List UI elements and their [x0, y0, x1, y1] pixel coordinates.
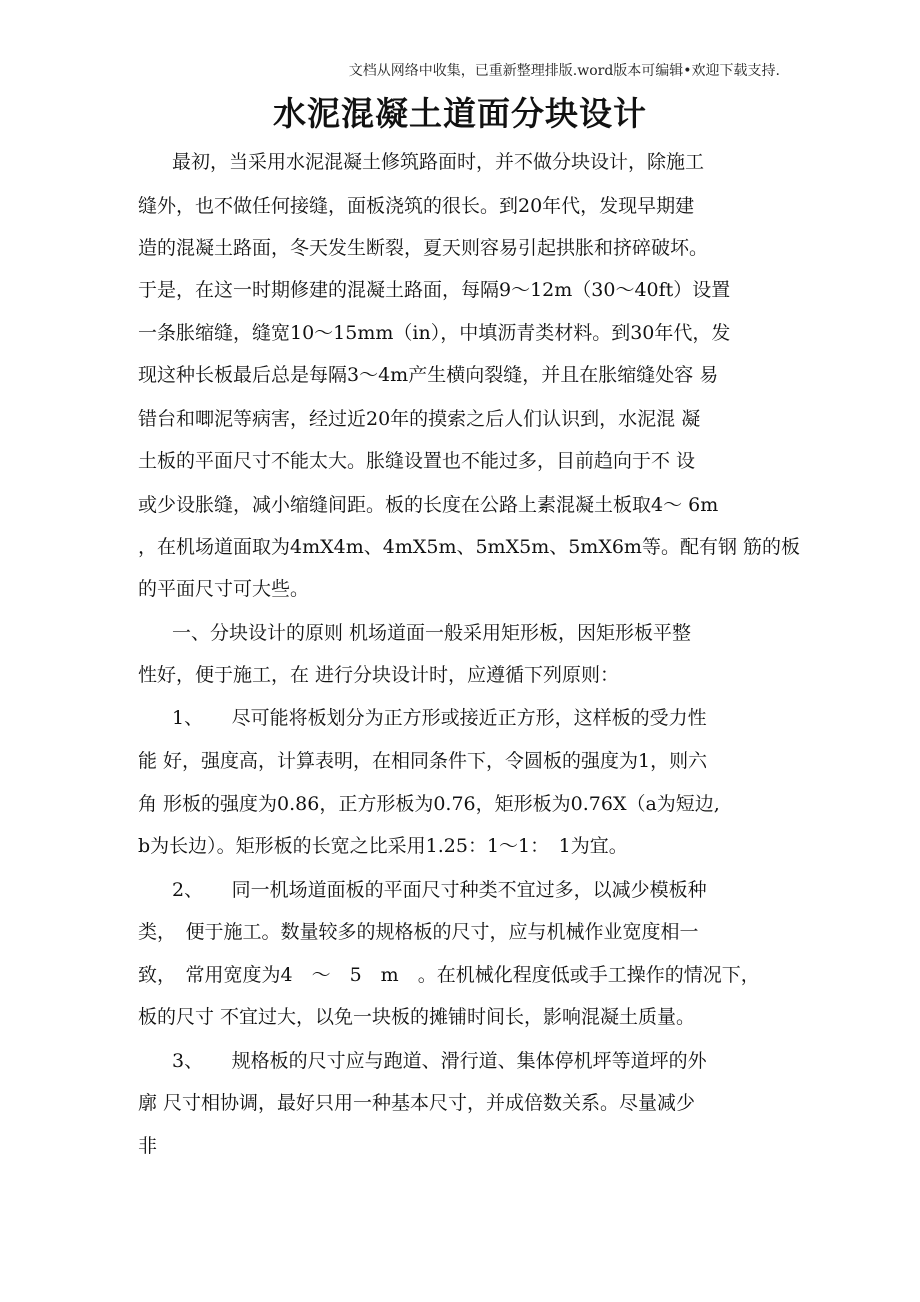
body-line: 最初，当采用水泥混凝土修筑路面时，并不做分块设计，除施工 [172, 151, 705, 173]
body-line: 板的尺寸 不宜过大，以免一块板的摊铺时间长，影响混凝土质量。 [138, 1006, 696, 1028]
body-line: 廓 尺寸相协调，最好只用一种基本尺寸，并成倍数关系。尽量减少 [138, 1092, 696, 1114]
body-line: 一条胀缩缝，缝宽10～15mm（in），中填沥青类材料。到30年代，发 [138, 322, 731, 344]
document-title: 水泥混凝土道面分块设计 [273, 94, 647, 133]
body-line: 非 [138, 1135, 158, 1157]
body-line: ，在机场道面取为4mX4m、4mX5m、5mX5m、5mX6m等。配有钢 筋的板 [138, 536, 800, 558]
body-line: 性好，便于施工，在 进行分块设计时，应遵循下列原则： [138, 664, 620, 686]
body-line: 的平面尺寸可大些。 [138, 578, 310, 600]
list-item-2: 2、 同一机场道面板的平面尺寸种类不宜过多，以减少模板种 [172, 879, 707, 901]
body-line: 于是，在这一时期修建的混凝土路面，每隔9～12m（30～40ft）设置 [138, 279, 731, 301]
section-heading: 一、分块设计的原则 机场道面一般采用矩形板，因矩形板平整 [172, 622, 692, 644]
body-line: b为长边）。矩形板的长宽之比采用1.25：1～1： 1为宜。 [138, 835, 628, 857]
body-line: 致， 常用宽度为4 ～ 5 m 。在机械化程度低或手工操作的情况下， [138, 964, 760, 986]
body-line: 能 好，强度高，计算表明，在相同条件下，令圆板的强度为1，则六 [138, 750, 708, 772]
body-line: 角 形板的强度为0.86，正方形板为0.76，矩形板为0.76X（a为短边, [138, 793, 720, 815]
header-note: 文档从网络中收集，已重新整理排版.word版本可编辑•欢迎下载支持. [348, 63, 780, 79]
body-line: 缝外，也不做任何接缝，面板浇筑的很长。到20年代，发现早期建 [138, 195, 695, 217]
body-line: 错台和唧泥等病害，经过近20年的摸索之后人们认识到，水泥混 凝 [138, 408, 701, 430]
body-line: 造的混凝土路面，冬天发生断裂，夏天则容易引起拱胀和挤碎破坏。 [138, 237, 709, 259]
body-line: 或少设胀缝，减小缩缝间距。板的长度在公路上素混凝土板取4～ 6m [138, 494, 719, 516]
body-line: 现这种长板最后总是每隔3～4m产生横向裂缝，并且在胀缩缝处容 易 [138, 364, 719, 386]
list-item-3: 3、 规格板的尺寸应与跑道、滑行道、集体停机坪等道坪的外 [172, 1050, 707, 1072]
list-item-1: 1、 尽可能将板划分为正方形或接近正方形，这样板的受力性 [172, 707, 707, 729]
body-line: 类， 便于施工。数量较多的规格板的尺寸，应与机械作业宽度相一 [138, 921, 699, 943]
body-line: 土板的平面尺寸不能太大。胀缝设置也不能过多，目前趋向于不 设 [138, 450, 696, 472]
